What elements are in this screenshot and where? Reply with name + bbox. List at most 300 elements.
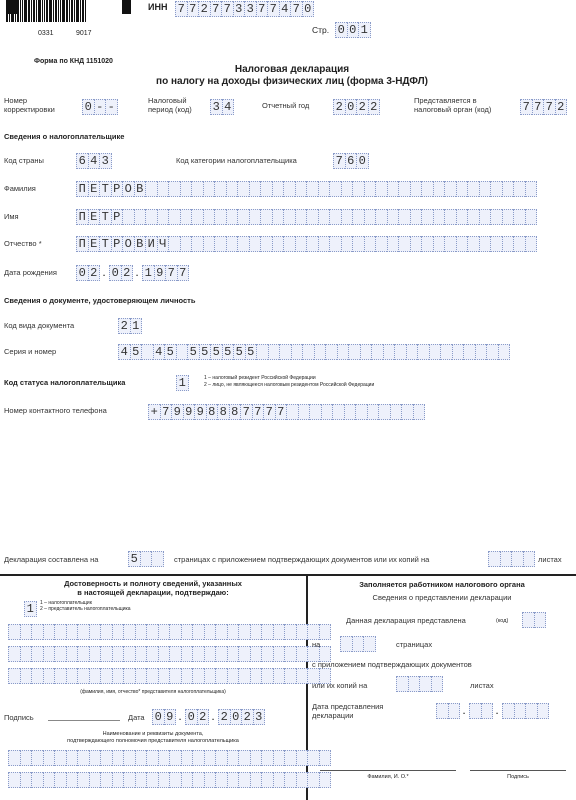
char-cell (112, 772, 124, 788)
char-cell: 7 (160, 404, 172, 420)
sign-date-day[interactable] (152, 709, 176, 725)
char-cell (227, 750, 239, 766)
char-cell (398, 236, 410, 252)
char-cell: Е (88, 236, 100, 252)
char-cell (364, 209, 376, 225)
char-cell: 2 (218, 709, 230, 725)
char-cell (522, 612, 534, 628)
vertical-divider (306, 574, 308, 800)
char-cell: Т (99, 209, 111, 225)
representative-name-row[interactable] (8, 624, 331, 640)
char-cell (341, 236, 353, 252)
char-cell (123, 750, 135, 766)
char-cell: - (94, 99, 106, 115)
char-cell (283, 209, 295, 225)
year-field[interactable] (333, 99, 380, 115)
char-cell (283, 236, 295, 252)
char-cell (8, 624, 20, 640)
char-cell (456, 181, 468, 197)
submission-date-day[interactable] (436, 703, 460, 719)
char-cell (490, 181, 502, 197)
right-block-title: Заполняется работником налогового органа (359, 580, 525, 589)
pages-word-label: страницах (396, 640, 433, 649)
char-cell (191, 209, 203, 225)
char-cell: 7 (256, 1, 268, 17)
char-cell (298, 404, 310, 420)
barcode-number-left: 0331 (38, 30, 54, 37)
submission-date-label: Дата представления декларации (312, 702, 384, 720)
char-cell (158, 668, 170, 684)
char-cell: В (134, 181, 146, 197)
confirm-type-field[interactable] (24, 601, 37, 617)
char-cell (66, 750, 78, 766)
char-cell: 7 (532, 99, 544, 115)
char-cell (371, 344, 383, 360)
char-cell: 9 (194, 404, 206, 420)
char-cell (444, 181, 456, 197)
char-cell (272, 209, 284, 225)
char-cell: 0 (185, 709, 197, 725)
sign-date-label: Дата (128, 713, 145, 722)
char-cell (8, 750, 20, 766)
char-cell: 8 (229, 404, 241, 420)
char-cell: 9 (183, 404, 195, 420)
char-cell (348, 344, 360, 360)
char-cell (237, 209, 249, 225)
birth-separator: . (102, 265, 106, 279)
char-cell (325, 344, 337, 360)
char-cell (352, 209, 364, 225)
submission-code-field[interactable] (522, 612, 546, 628)
char-cell (214, 181, 226, 197)
barcode (6, 0, 118, 26)
doc-type-field[interactable] (118, 318, 142, 334)
char-cell (502, 236, 514, 252)
period-field[interactable] (210, 99, 234, 115)
char-cell (319, 624, 332, 640)
char-cell (192, 668, 204, 684)
char-cell (413, 404, 426, 420)
char-cell (286, 404, 298, 420)
char-cell (250, 624, 262, 640)
char-cell (467, 236, 479, 252)
char-cell: 2 (333, 99, 345, 115)
char-cell (260, 181, 272, 197)
surname-field[interactable] (76, 181, 537, 197)
char-cell: 7 (240, 404, 252, 420)
char-cell: 5 (210, 344, 222, 360)
submission-date-year[interactable] (502, 703, 549, 719)
phone-field[interactable] (148, 404, 425, 420)
submission-sheets-field[interactable] (396, 676, 443, 692)
char-cell (181, 646, 193, 662)
char-cell (43, 750, 55, 766)
char-cell (89, 646, 101, 662)
char-cell (54, 646, 66, 662)
char-cell (146, 668, 158, 684)
char-cell (168, 181, 180, 197)
confirm-type-notes: 1 – налогоплательщик 2 – представитель налогоплательщика (40, 600, 131, 612)
char-cell (296, 668, 308, 684)
pages-field[interactable] (128, 551, 164, 567)
char-cell (134, 209, 146, 225)
char-cell (169, 772, 181, 788)
char-cell (181, 624, 193, 640)
status-notes: 1 – налоговый резидент Российской Федерации 2 – лицо, не являющееся налоговым резидентом Российской Федерации (204, 375, 375, 388)
char-cell: 6 (76, 153, 88, 169)
status-field[interactable] (176, 375, 189, 391)
char-cell (329, 181, 341, 197)
authority-field[interactable] (520, 99, 567, 115)
char-cell (440, 344, 452, 360)
char-cell (203, 236, 215, 252)
char-cell: 0 (302, 1, 315, 17)
char-cell (456, 209, 468, 225)
category-field[interactable] (333, 153, 369, 169)
char-cell: Е (88, 209, 100, 225)
char-cell (421, 181, 433, 197)
char-cell (284, 646, 296, 662)
birth-year-field[interactable] (142, 265, 189, 281)
char-cell (135, 772, 147, 788)
char-cell: 8 (206, 404, 218, 420)
char-cell (20, 772, 32, 788)
representative-name-row[interactable] (8, 646, 331, 662)
char-cell (306, 209, 318, 225)
char-cell (43, 772, 55, 788)
name-field[interactable] (76, 209, 537, 225)
char-cell (363, 636, 376, 652)
with-docs-label: с приложением подтверждающих документов (312, 660, 472, 669)
char-cell: 2 (88, 265, 101, 281)
char-cell (215, 772, 227, 788)
char-cell: 4 (88, 153, 100, 169)
char-cell (295, 209, 307, 225)
char-cell: 5 (130, 344, 142, 360)
char-cell (296, 772, 308, 788)
char-cell (204, 646, 216, 662)
char-cell (226, 209, 238, 225)
char-cell (475, 344, 487, 360)
char-cell (296, 646, 308, 662)
char-cell (66, 646, 78, 662)
char-cell: 4 (153, 344, 165, 360)
char-cell: 7 (520, 99, 532, 115)
char-cell: 7 (175, 1, 187, 17)
char-cell: 2 (555, 99, 568, 115)
char-cell (214, 236, 226, 252)
char-cell (321, 404, 333, 420)
char-cell (158, 646, 170, 662)
form-knd: Форма по КНД 1151020 (34, 58, 113, 65)
char-cell (204, 624, 216, 640)
barcode-number-right: 9017 (76, 30, 92, 37)
sign-date-year[interactable] (218, 709, 265, 725)
char-cell (291, 344, 303, 360)
char-cell: Е (88, 181, 100, 197)
sign-date-separator: . (211, 709, 215, 723)
char-cell (191, 236, 203, 252)
char-cell (249, 209, 261, 225)
char-cell (135, 624, 147, 640)
char-cell (329, 236, 341, 252)
char-cell (525, 209, 538, 225)
char-cell (355, 404, 367, 420)
char-cell: 8 (217, 404, 229, 420)
horizontal-divider (0, 574, 576, 576)
form-title-line1: Налоговая декларация (234, 64, 350, 75)
correction-field[interactable] (82, 99, 118, 115)
submission-date-separator: . (462, 703, 466, 717)
char-cell (394, 344, 406, 360)
authority-doc-row[interactable] (8, 772, 331, 788)
char-cell (31, 624, 43, 640)
char-cell (54, 668, 66, 684)
char-cell: 5 (164, 344, 176, 360)
char-cell: 2 (368, 99, 381, 115)
char-cell (352, 636, 364, 652)
char-cell: 9 (164, 709, 177, 725)
country-label: Код страны (4, 156, 44, 165)
form-title-line2: по налогу на доходы физических лиц (форма 3-НДФЛ) (156, 76, 428, 87)
doc-caption: Наименование и реквизиты документа, подтверждающего полномочия представителя налогоплательщика (67, 731, 239, 744)
char-cell (112, 750, 124, 766)
char-cell (390, 404, 402, 420)
char-cell (238, 772, 250, 788)
char-cell (112, 624, 124, 640)
char-cell: 1 (358, 22, 371, 38)
char-cell (226, 181, 238, 197)
char-cell: 5 (222, 344, 234, 360)
char-cell (100, 668, 112, 684)
char-cell (77, 750, 89, 766)
char-cell (329, 209, 341, 225)
char-cell: 7 (210, 1, 222, 17)
char-cell (436, 703, 448, 719)
inn-label: ИНН (148, 2, 168, 12)
char-cell (302, 344, 314, 360)
char-cell (467, 181, 479, 197)
char-cell (341, 181, 353, 197)
char-cell (306, 236, 318, 252)
taxpayer-section-title: Сведения о налогоплательщике (4, 132, 125, 141)
series-field[interactable] (118, 344, 510, 360)
char-cell (417, 344, 429, 360)
char-cell (337, 344, 349, 360)
char-cell (387, 181, 399, 197)
char-cell (481, 703, 494, 719)
char-cell (375, 236, 387, 252)
char-cell (401, 404, 413, 420)
char-cell (203, 181, 215, 197)
char-cell (238, 668, 250, 684)
char-cell (89, 772, 101, 788)
sheets-word-label: листах (470, 681, 494, 690)
char-cell (314, 344, 326, 360)
char-cell: 7 (290, 1, 302, 17)
officer-name-caption: Фамилия, И. О.* (367, 774, 409, 780)
char-cell: 0 (347, 22, 359, 38)
birth-day-field[interactable] (76, 265, 100, 281)
char-cell: И (145, 236, 157, 252)
char-cell: 5 (233, 344, 245, 360)
char-cell (537, 703, 550, 719)
char-cell (488, 551, 500, 567)
char-cell (31, 772, 43, 788)
on-label: на (312, 640, 321, 649)
char-cell (502, 703, 514, 719)
page-field[interactable] (335, 22, 371, 38)
char-cell (511, 551, 523, 567)
char-cell (433, 209, 445, 225)
char-cell (273, 646, 285, 662)
char-cell (250, 668, 262, 684)
char-cell (250, 646, 262, 662)
barcode-marker-right (122, 0, 131, 14)
char-cell (227, 668, 239, 684)
inn-field[interactable] (175, 1, 314, 17)
birth-month-field[interactable] (109, 265, 133, 281)
char-cell (180, 181, 192, 197)
char-cell (444, 236, 456, 252)
char-cell (226, 236, 238, 252)
char-cell: О (122, 181, 134, 197)
char-cell (421, 236, 433, 252)
char-cell (273, 624, 285, 640)
char-cell (204, 750, 216, 766)
char-cell (181, 750, 193, 766)
char-cell (20, 750, 32, 766)
char-cell: 2 (121, 265, 134, 281)
char-cell (158, 772, 170, 788)
char-cell (364, 181, 376, 197)
char-cell (123, 646, 135, 662)
char-cell (140, 551, 152, 567)
char-cell (296, 624, 308, 640)
char-cell (513, 236, 525, 252)
char-cell (273, 772, 285, 788)
char-cell: 0 (82, 99, 94, 115)
pages-text-1: Декларация составлена на (4, 555, 99, 564)
char-cell (383, 344, 395, 360)
representative-name-row[interactable] (8, 668, 331, 684)
char-cell (479, 236, 491, 252)
char-cell: П (76, 181, 88, 197)
char-cell (352, 181, 364, 197)
doc-type-label: Код вида документа (4, 321, 75, 330)
right-block-subtitle: Сведения о представлении декларации (372, 593, 512, 602)
char-cell (256, 344, 268, 360)
char-cell: 7 (267, 1, 279, 17)
authority-doc-row[interactable] (8, 750, 331, 766)
char-cell (261, 624, 273, 640)
char-cell (284, 750, 296, 766)
char-cell (307, 750, 319, 766)
char-cell (135, 668, 147, 684)
char-cell (396, 676, 408, 692)
char-cell (43, 646, 55, 662)
char-cell (261, 668, 273, 684)
char-cell (77, 772, 89, 788)
char-cell (408, 676, 420, 692)
char-cell (500, 551, 512, 567)
char-cell (469, 703, 481, 719)
char-cell (456, 236, 468, 252)
char-cell (145, 209, 157, 225)
char-cell (158, 624, 170, 640)
char-cell (318, 236, 330, 252)
char-cell (31, 668, 43, 684)
birth-separator: . (135, 265, 139, 279)
char-cell (318, 181, 330, 197)
char-cell (43, 668, 55, 684)
sheets-field[interactable] (488, 551, 535, 567)
char-cell: Р (111, 209, 123, 225)
char-cell: 1 (176, 375, 189, 391)
char-cell (367, 404, 379, 420)
char-cell (479, 209, 491, 225)
char-cell (176, 344, 188, 360)
char-cell (112, 646, 124, 662)
char-cell (237, 236, 249, 252)
char-cell (169, 646, 181, 662)
char-cell: 3 (99, 153, 112, 169)
birth-label: Дата рождения (4, 268, 57, 277)
submission-pages-field[interactable] (340, 636, 376, 652)
char-cell (157, 181, 169, 197)
officer-sign-line[interactable] (470, 770, 566, 771)
char-cell (429, 344, 441, 360)
char-cell: 7 (333, 153, 345, 169)
char-cell: 7 (275, 404, 287, 420)
char-cell: 2 (356, 99, 368, 115)
char-cell (227, 624, 239, 640)
char-cell (398, 181, 410, 197)
char-cell: 1 (130, 318, 143, 334)
char-cell: 7 (177, 265, 190, 281)
char-cell (295, 181, 307, 197)
char-cell (227, 772, 239, 788)
char-cell (448, 703, 461, 719)
officer-name-line[interactable] (320, 770, 456, 771)
char-cell (43, 624, 55, 640)
char-cell (410, 181, 422, 197)
char-cell: 5 (199, 344, 211, 360)
submission-date-month[interactable] (469, 703, 493, 719)
code-label: (код) (496, 618, 509, 624)
char-cell (332, 404, 344, 420)
char-cell (490, 209, 502, 225)
char-cell (54, 772, 66, 788)
signature-line[interactable] (48, 720, 120, 721)
patronymic-field[interactable] (76, 236, 537, 252)
char-cell: Т (99, 181, 111, 197)
char-cell (192, 772, 204, 788)
char-cell (273, 750, 285, 766)
char-cell: 7 (165, 265, 177, 281)
char-cell: 4 (279, 1, 291, 17)
sign-date-month[interactable] (185, 709, 209, 725)
char-cell (169, 624, 181, 640)
char-cell (66, 772, 78, 788)
representative-caption: (фамилия, имя, отчество* представителя налогоплательщика) (80, 689, 226, 695)
phone-label: Номер контактного телефона (4, 406, 107, 415)
char-cell (169, 668, 181, 684)
char-cell (273, 668, 285, 684)
char-cell (169, 750, 181, 766)
country-field[interactable] (76, 153, 112, 169)
char-cell: 7 (221, 1, 233, 17)
